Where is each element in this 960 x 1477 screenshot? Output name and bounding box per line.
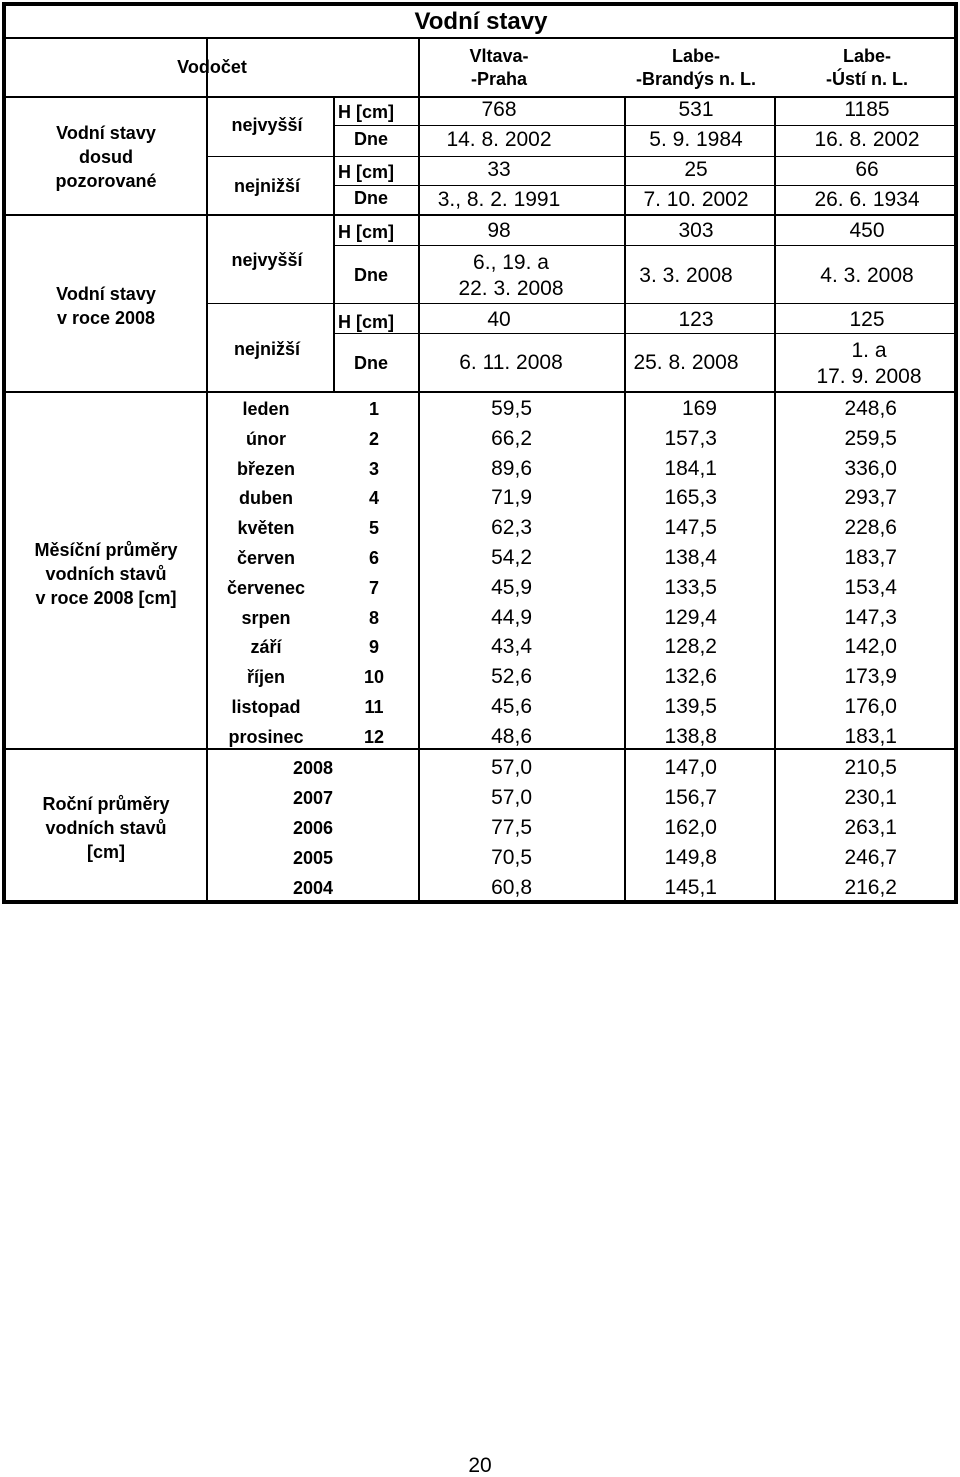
- value-cell: 216,2: [844, 876, 897, 899]
- row-label-dne: Dne: [354, 353, 389, 373]
- value-cell: 1185: [844, 98, 890, 121]
- row-label-dne: Dne: [354, 265, 389, 285]
- month-number: 8: [368, 607, 380, 628]
- month-label: únor: [246, 428, 286, 449]
- value-cell: 66,2: [491, 426, 532, 450]
- value-cell: 3., 8. 2. 1991: [437, 188, 561, 211]
- month-label: květen: [237, 518, 295, 539]
- column-header: -Ústí n. L.: [826, 69, 908, 89]
- value-cell: 22. 3. 2008: [458, 277, 564, 300]
- value-cell: 156,7: [664, 786, 717, 809]
- value-cell: 263,1: [844, 816, 897, 839]
- value-cell: 132,6: [664, 665, 717, 689]
- value-cell: 6., 19. a: [473, 251, 549, 274]
- group-label: Měsíční průměry: [34, 540, 178, 560]
- column-header: Labe-: [671, 46, 721, 66]
- year-label: 2004: [292, 878, 334, 898]
- value-cell: 147,5: [664, 516, 717, 540]
- page-title: Vodní stavy: [414, 8, 548, 35]
- value-column-divider: [774, 98, 776, 902]
- value-cell: 16. 8. 2002: [814, 128, 920, 151]
- group-label: vodních stavů: [45, 818, 167, 838]
- month-number: 12: [363, 726, 385, 747]
- row-label-h: H [cm]: [338, 102, 395, 122]
- title-underline: [6, 37, 955, 39]
- row-label-h: H [cm]: [338, 222, 395, 242]
- value-cell: 44,9: [491, 605, 532, 629]
- value-cell: 165,3: [664, 486, 717, 510]
- row-divider: [335, 245, 955, 246]
- value-cell: 66: [855, 158, 879, 181]
- month-number: 4: [368, 488, 380, 509]
- value-cell: 259,5: [844, 426, 897, 450]
- month-number: 6: [368, 548, 380, 568]
- row-label-dne: Dne: [354, 129, 389, 149]
- value-cell: 25: [684, 158, 708, 181]
- value-cell: 450: [849, 219, 885, 242]
- group-label: v roce 2008: [56, 308, 156, 328]
- year-label: 2008: [292, 758, 334, 778]
- month-label: červen: [236, 548, 296, 568]
- value-cell: 17. 9. 2008: [816, 365, 922, 388]
- row-divider: [335, 125, 955, 126]
- value-cell: 77,5: [491, 816, 532, 839]
- value-cell: 3. 3. 2008: [639, 264, 733, 287]
- month-number: 2: [368, 428, 380, 449]
- value-cell: 139,5: [664, 695, 717, 718]
- value-cell: 162,0: [664, 816, 717, 839]
- value-cell: 6. 11. 2008: [459, 351, 563, 374]
- value-cell: 133,5: [664, 575, 717, 599]
- group-label: Roční průměry: [42, 794, 170, 814]
- month-number: 9: [368, 637, 380, 658]
- value-cell: 4. 3. 2008: [820, 264, 914, 287]
- value-cell: 89,6: [491, 456, 532, 480]
- month-label: říjen: [246, 667, 286, 688]
- value-cell: 43,4: [491, 635, 532, 659]
- value-cell: 129,4: [664, 605, 717, 629]
- sub-label-lowest: nejnižší: [233, 339, 301, 359]
- column-header: Vltava-: [469, 46, 529, 66]
- value-cell: 25. 8. 2008: [633, 351, 739, 374]
- month-label: prosinec: [228, 726, 304, 747]
- value-cell: 62,3: [491, 516, 532, 540]
- table-border-left: [2, 2, 6, 904]
- group-label: v roce 2008 [cm]: [35, 588, 177, 608]
- value-cell: 1. a: [851, 339, 887, 362]
- value-cell: 128,2: [664, 635, 717, 659]
- sub-label-highest: nejvyšší: [231, 115, 303, 135]
- row-label-dne: Dne: [354, 188, 389, 208]
- group-label: [cm]: [86, 842, 126, 862]
- value-cell: 183,1: [844, 724, 897, 748]
- group-label: dosud: [79, 147, 133, 167]
- value-cell: 52,6: [491, 665, 532, 689]
- value-cell: 173,9: [844, 665, 897, 689]
- value-cell: 293,7: [844, 486, 897, 510]
- value-cell: 336,0: [844, 456, 897, 480]
- value-cell: 14. 8. 2002: [446, 128, 552, 151]
- row-label-h: H [cm]: [338, 312, 395, 332]
- value-cell: 138,8: [664, 724, 717, 748]
- month-label: červenec: [226, 577, 306, 598]
- value-cell: 40: [487, 308, 511, 331]
- month-label: listopad: [231, 697, 301, 717]
- group-divider-line: [6, 391, 957, 393]
- value-cell: 98: [487, 219, 511, 242]
- value-cell: 7. 10. 2002: [643, 188, 749, 211]
- value-cell: 184,1: [664, 456, 717, 480]
- value-cell: 768: [481, 98, 517, 121]
- value-cell: 230,1: [844, 786, 897, 809]
- value-cell: 33: [487, 158, 511, 181]
- group-divider-line: [6, 748, 957, 750]
- group-label: Vodní stavy: [56, 284, 156, 304]
- value-cell: 48,6: [491, 724, 532, 748]
- row-label-h: H [cm]: [338, 162, 395, 182]
- group-label: vodních stavů: [45, 564, 167, 584]
- month-number: 7: [368, 577, 380, 598]
- row-divider: [208, 156, 955, 157]
- value-cell: 54,2: [491, 546, 532, 569]
- value-cell: 145,1: [664, 876, 717, 899]
- value-cell: 147,0: [664, 756, 717, 779]
- sub-label-lowest: nejnižší: [233, 176, 301, 196]
- month-label: leden: [242, 399, 290, 419]
- page-number: 20: [468, 1454, 492, 1477]
- month-number: 11: [364, 697, 384, 717]
- value-cell: 248,6: [844, 397, 897, 420]
- value-cell: 183,7: [844, 546, 897, 569]
- value-cell: 57,0: [491, 786, 532, 809]
- row-divider: [208, 303, 955, 304]
- month-number: 10: [363, 667, 385, 688]
- value-cell: 147,3: [844, 605, 897, 629]
- value-cell: 5. 9. 1984: [649, 128, 743, 151]
- value-cell: 153,4: [844, 575, 897, 599]
- value-column-divider: [418, 38, 420, 902]
- column-header: -Brandýs n. L.: [635, 69, 757, 89]
- vodocet-label: Vodočet: [177, 57, 247, 77]
- value-cell: 57,0: [491, 756, 532, 779]
- value-cell: 531: [678, 98, 714, 121]
- month-label: duben: [239, 488, 293, 509]
- value-cell: 45,6: [491, 695, 532, 718]
- value-cell: 123: [678, 308, 714, 331]
- value-cell: 142,0: [844, 635, 897, 659]
- column-header: Labe-: [842, 46, 892, 66]
- row-divider: [335, 185, 955, 186]
- group-label: pozorované: [55, 171, 157, 191]
- group-divider: [206, 38, 208, 902]
- year-label: 2005: [292, 848, 334, 868]
- sub-label-highest: nejvyšší: [231, 250, 303, 270]
- month-number: 3: [368, 458, 380, 479]
- value-cell: 138,4: [664, 546, 717, 569]
- value-cell: 125: [849, 308, 885, 331]
- year-label: 2007: [292, 788, 334, 808]
- month-label: srpen: [241, 607, 291, 628]
- column-header: -Praha: [470, 69, 528, 89]
- value-cell: 149,8: [664, 846, 717, 869]
- month-label: březen: [236, 458, 296, 479]
- value-cell: 176,0: [844, 695, 897, 718]
- value-cell: 210,5: [844, 756, 897, 779]
- value-cell: 70,5: [491, 846, 532, 869]
- table-border-bottom: [2, 900, 957, 904]
- value-cell: 26. 6. 1934: [814, 188, 920, 211]
- value-cell: 71,9: [491, 486, 532, 510]
- value-cell: 169: [681, 397, 717, 420]
- row-divider: [335, 333, 955, 334]
- month-number: 5: [368, 518, 380, 539]
- group-divider-line: [6, 214, 957, 216]
- year-label: 2006: [292, 818, 334, 838]
- month-label: září: [250, 637, 282, 658]
- table-border-top: [2, 2, 957, 6]
- group-label: Vodní stavy: [56, 123, 156, 143]
- value-cell: 303: [678, 219, 714, 242]
- value-cell: 59,5: [491, 397, 532, 420]
- value-cell: 228,6: [844, 516, 897, 540]
- value-cell: 60,8: [491, 876, 532, 899]
- value-cell: 45,9: [491, 575, 532, 599]
- table-border-right: [954, 2, 958, 904]
- value-column-divider: [624, 98, 626, 902]
- value-cell: 246,7: [844, 846, 897, 869]
- month-number: 1: [368, 399, 380, 419]
- value-cell: 157,3: [664, 426, 717, 450]
